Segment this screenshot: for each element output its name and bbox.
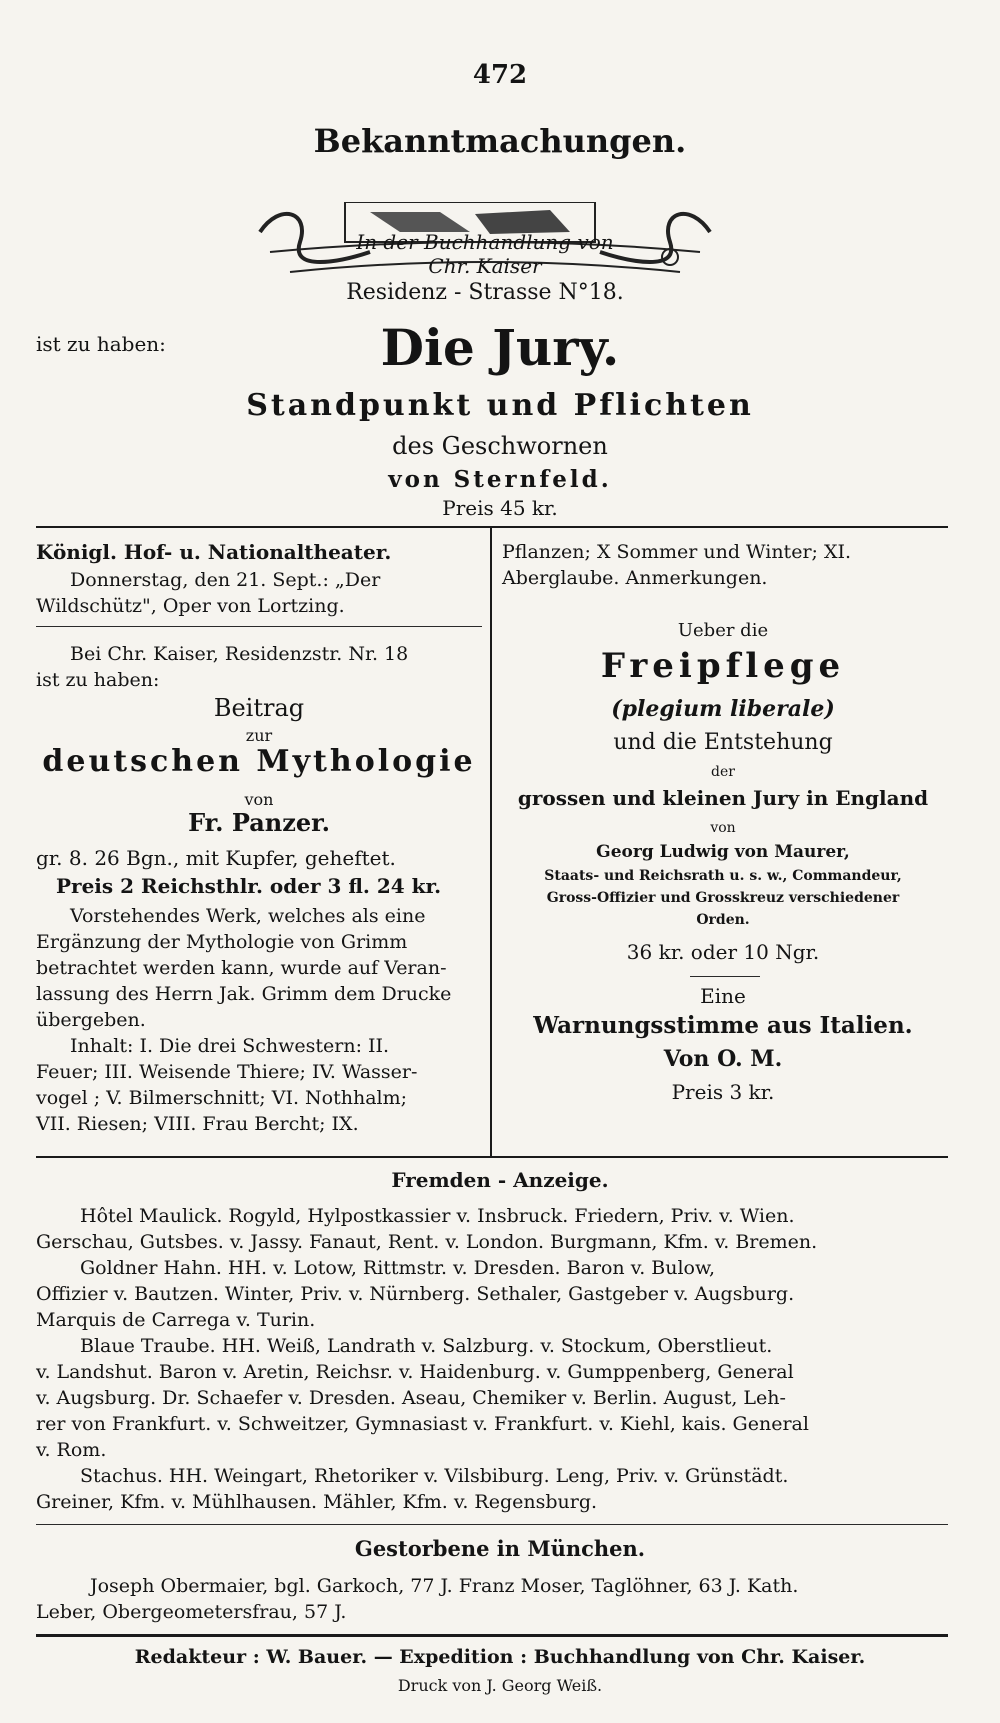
fremden-line: v. Augsburg. Dr. Schaefer v. Dresden. Aseau, Chemiker v. Berlin. August, Leh-: [36, 1387, 786, 1409]
warnung-t1: Eine: [700, 984, 746, 1008]
book-format: gr. 8. 26 Bgn., mit Kupfer, geheftet.: [36, 846, 396, 870]
fremden-line: Gerschau, Gutsbes. v. Jassy. Fanaut, Rent. v. London. Burgmann, Kfm. v. Bremen.: [36, 1231, 818, 1253]
fremden-line: Blaue Traube. HH. Weiß, Landrath v. Salzburg. v. Stockum, Oberstlieut.: [80, 1335, 773, 1357]
freipflege-t9: Staats- und Reichsrath u. s. w., Commandeur,: [544, 868, 902, 884]
desc-line: Vorstehendes Werk, welches als eine: [70, 905, 426, 927]
book-title-3: deutschen Mythologie: [42, 744, 476, 779]
warnung-title: Warnungsstimme aus Italien.: [533, 1012, 913, 1039]
jury-subtitle: Standpunkt und Pflichten: [246, 388, 754, 423]
jury-price: Preis 45 kr.: [442, 496, 558, 520]
desc-line: Inhalt: I. Die drei Schwestern: II.: [70, 1035, 390, 1057]
book-title-4: von: [244, 790, 274, 809]
jury-title: Die Jury.: [380, 318, 620, 377]
desc-line: Feuer; III. Weisende Thiere; IV. Wasser-: [36, 1061, 418, 1083]
vignette-line-2: Chr. Kaiser: [428, 254, 542, 278]
warnung-author: Von O. M.: [663, 1046, 783, 1072]
book-line-2: ist zu haben:: [36, 669, 160, 691]
freipflege-price: 36 kr. oder 10 Ngr.: [626, 940, 820, 964]
fremden-title: Fremden - Anzeige.: [391, 1168, 609, 1192]
theater-line-1: Donnerstag, den 21. Sept.: „Der: [70, 569, 381, 591]
theater-line-2: Wildschütz", Oper von Lortzing.: [36, 595, 345, 617]
freipflege-t11: Orden.: [696, 912, 750, 928]
theater-title: Königl. Hof- u. Nationaltheater.: [36, 540, 392, 564]
fremden-line: Hôtel Maulick. Rogyld, Hylpostkassier v. Insbruck. Friedern, Priv. v. Wien.: [80, 1205, 795, 1227]
gestorbene-title: Gestorbene in München.: [354, 1536, 646, 1561]
fremden-line: Goldner Hahn. HH. v. Lotow, Rittmstr. v. Dresden. Baron v. Bulow,: [80, 1257, 716, 1279]
jury-line3: des Geschwornen: [392, 432, 608, 460]
desc-line: Ergänzung der Mythologie von Grimm: [36, 931, 408, 953]
fremden-line: v. Rom.: [36, 1439, 107, 1461]
column-divider: [490, 528, 492, 1156]
book-price: Preis 2 Reichsthlr. oder 3 fl. 24 kr.: [56, 874, 442, 898]
vignette-line-3: Residenz - Strasse N°18.: [346, 280, 624, 305]
divider: [36, 1156, 948, 1158]
contents-cont-2: Aberglaube. Anmerkungen.: [502, 567, 768, 589]
desc-line: betrachtet werden kann, wurde auf Veran-: [36, 957, 447, 979]
freipflege-t6: grossen und kleinen Jury in England: [517, 786, 929, 810]
freipflege-title: Freipflege: [600, 646, 846, 686]
contents-cont-1: Pflanzen; X Sommer und Winter; XI.: [502, 541, 852, 563]
freipflege-t7: von: [710, 820, 736, 836]
desc-line: VII. Riesen; VIII. Frau Bercht; IX.: [36, 1113, 359, 1135]
desc-line: vogel ; V. Bilmerschnitt; VI. Nothhalm;: [36, 1087, 408, 1109]
warnung-price: Preis 3 kr.: [671, 1080, 775, 1104]
gestorbene-line-2: Leber, Obergeometersfrau, 57 J.: [36, 1601, 347, 1623]
bookshop-vignette: [250, 202, 720, 314]
freipflege-t10: Gross-Offizier und Grosskreuz verschiedener: [546, 890, 900, 906]
fremden-line: Marquis de Carrega v. Turin.: [36, 1309, 316, 1331]
section-title: Bekanntmachungen.: [313, 122, 687, 160]
desc-line: übergeben.: [36, 1009, 146, 1031]
left-divider: [36, 626, 482, 627]
vignette-line-1: In der Buchhandlung von: [356, 230, 614, 254]
freipflege-t3: (plegium liberale): [611, 696, 835, 722]
page-number: 472: [472, 60, 528, 90]
fremden-line: Stachus. HH. Weingart, Rhetoriker v. Vilsbiburg. Leng, Priv. v. Grünstädt.: [80, 1465, 789, 1487]
jury-author: von Sternfeld.: [388, 466, 612, 493]
jury-prefix: ist zu haben:: [36, 332, 166, 356]
book-line-1: Bei Chr. Kaiser, Residenzstr. Nr. 18: [70, 643, 409, 665]
desc-line: lassung des Herrn Jak. Grimm dem Drucke: [36, 983, 452, 1005]
freipflege-t4: und die Entstehung: [613, 730, 833, 755]
short-divider: [690, 976, 760, 977]
divider: [36, 1634, 948, 1637]
fremden-line: v. Landshut. Baron v. Aretin, Reichsr. v. Haidenburg. v. Gumppenberg, General: [36, 1361, 794, 1383]
footer-line-1: Redakteur : W. Bauer. — Expedition : Buchhandlung von Chr. Kaiser.: [134, 1646, 866, 1668]
divider: [36, 526, 948, 528]
freipflege-author: Georg Ludwig von Maurer,: [596, 842, 850, 862]
book-title-1: Beitrag: [213, 694, 305, 722]
gestorbene-line-1: Joseph Obermaier, bgl. Garkoch, 77 J. Franz Moser, Taglöhner, 63 J. Kath.: [90, 1575, 799, 1597]
fremden-line: Greiner, Kfm. v. Mühlhausen. Mähler, Kfm. v. Regensburg.: [36, 1491, 598, 1513]
book-title-5: Fr. Panzer.: [188, 808, 330, 837]
freipflege-t5: der: [711, 764, 735, 780]
book-title-2: zur: [245, 726, 273, 745]
fremden-line: rer von Frankfurt. v. Schweitzer, Gymnasiast v. Frankfurt. v. Kiehl, kais. General: [36, 1413, 809, 1435]
fremden-line: Offizier v. Bautzen. Winter, Priv. v. Nürnberg. Sethaler, Gastgeber v. Augsburg.: [36, 1283, 795, 1305]
footer-line-2: Druck von J. Georg Weiß.: [397, 1676, 603, 1695]
freipflege-t1: Ueber die: [677, 620, 769, 641]
divider: [36, 1524, 948, 1525]
